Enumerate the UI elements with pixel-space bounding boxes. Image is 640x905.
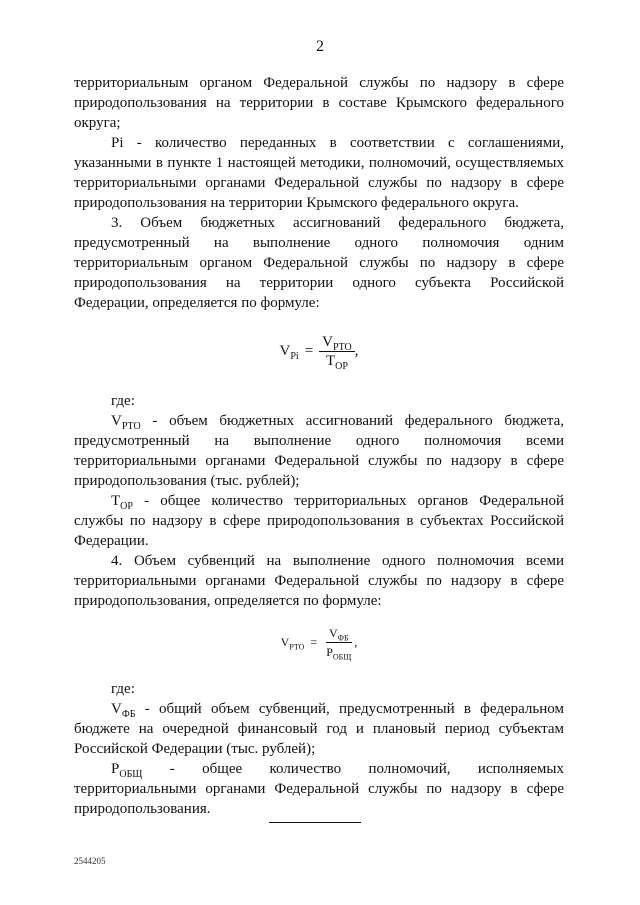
formula-equals: = [310,635,318,649]
formula-lhs: $V_{Pi}$ [279,343,299,362]
paragraph-item-4: 4. Объем субвенций на выполнение одного полномочия всеми территориальными органами Федеральной службы по надзору в сфере природопользования, определяется по формуле: [74,553,564,609]
paragraph-pobshch-definition: $P_{ОБЩ}$ - общее количество полномочий, исполняемых территориальными органами Федеральной службы по надзору в сфере природопользования. [74,761,564,817]
formula-fraction [319,333,355,372]
where-label: где: [111,393,135,409]
formula-lhs: $V_{РТО}$ [280,635,305,652]
paragraph-pi-definition: Pi - количество переданных в соответствии с соглашениями, указанными в пункте 1 настоящей методики, полномочий, осуществляемых территориальными органами Федеральной службы по надзору в сфере природопользования на территории Крымского федерального округа. [74,135,564,211]
formula-denominator: $P_{ОБЩ}$ [326,644,352,661]
formula-equals: = [304,343,314,359]
formula-vrto [74,617,564,667]
formula-fraction [323,625,354,660]
formula-numerator: $V_{ФБ}$ [326,625,352,643]
formula-comma: , [354,635,358,649]
formula-denominator: $T_{OP}$ [325,352,348,372]
document-id: 2544205 [74,856,106,866]
document-body [74,73,564,819]
where-label: где: [111,681,135,697]
paragraph-item-3: 3. Объем бюджетных ассигнований федерального бюджета, предусмотренный на выполнение одного полномочия одним территориальным органом Федеральной службы по надзору в сфере природопользования на территории одного субъекта Российской Федерации, определяется по формуле: [74,215,564,311]
formula-comma: , [354,343,359,359]
end-separator-line [269,822,361,823]
paragraph-vpto-definition: $V_{РТО}$ - объем бюджетных ассигнований федерального бюджета, предусмотренный на выполнение одного полномочия всеми территориальными органами Федеральной службы по надзору в сфере природопользования (тыс. рублей); [74,413,564,489]
paragraph-vfb-definition: $V_{ФБ}$ - общий объем субвенций, предусмотренный в федеральном бюджете на очередной финансовый год и плановый период субъектам Российской Федерации (тыс. рублей); [74,701,564,757]
formula-vpi [74,321,564,381]
paragraph-territorial-organ: территориальным органом Федеральной службы по надзору в сфере природопользования на территории в составе Крымского федерального округа; [74,75,564,131]
page-number: 2 [316,38,324,55]
formula-numerator: $V_{PTO}$ [319,334,355,352]
paragraph-top-definition: $T_{OP}$ - общее количество территориальных органов Федеральной службы по надзору в сфере природопользования в субъектах Российской Федерации. [74,493,564,549]
